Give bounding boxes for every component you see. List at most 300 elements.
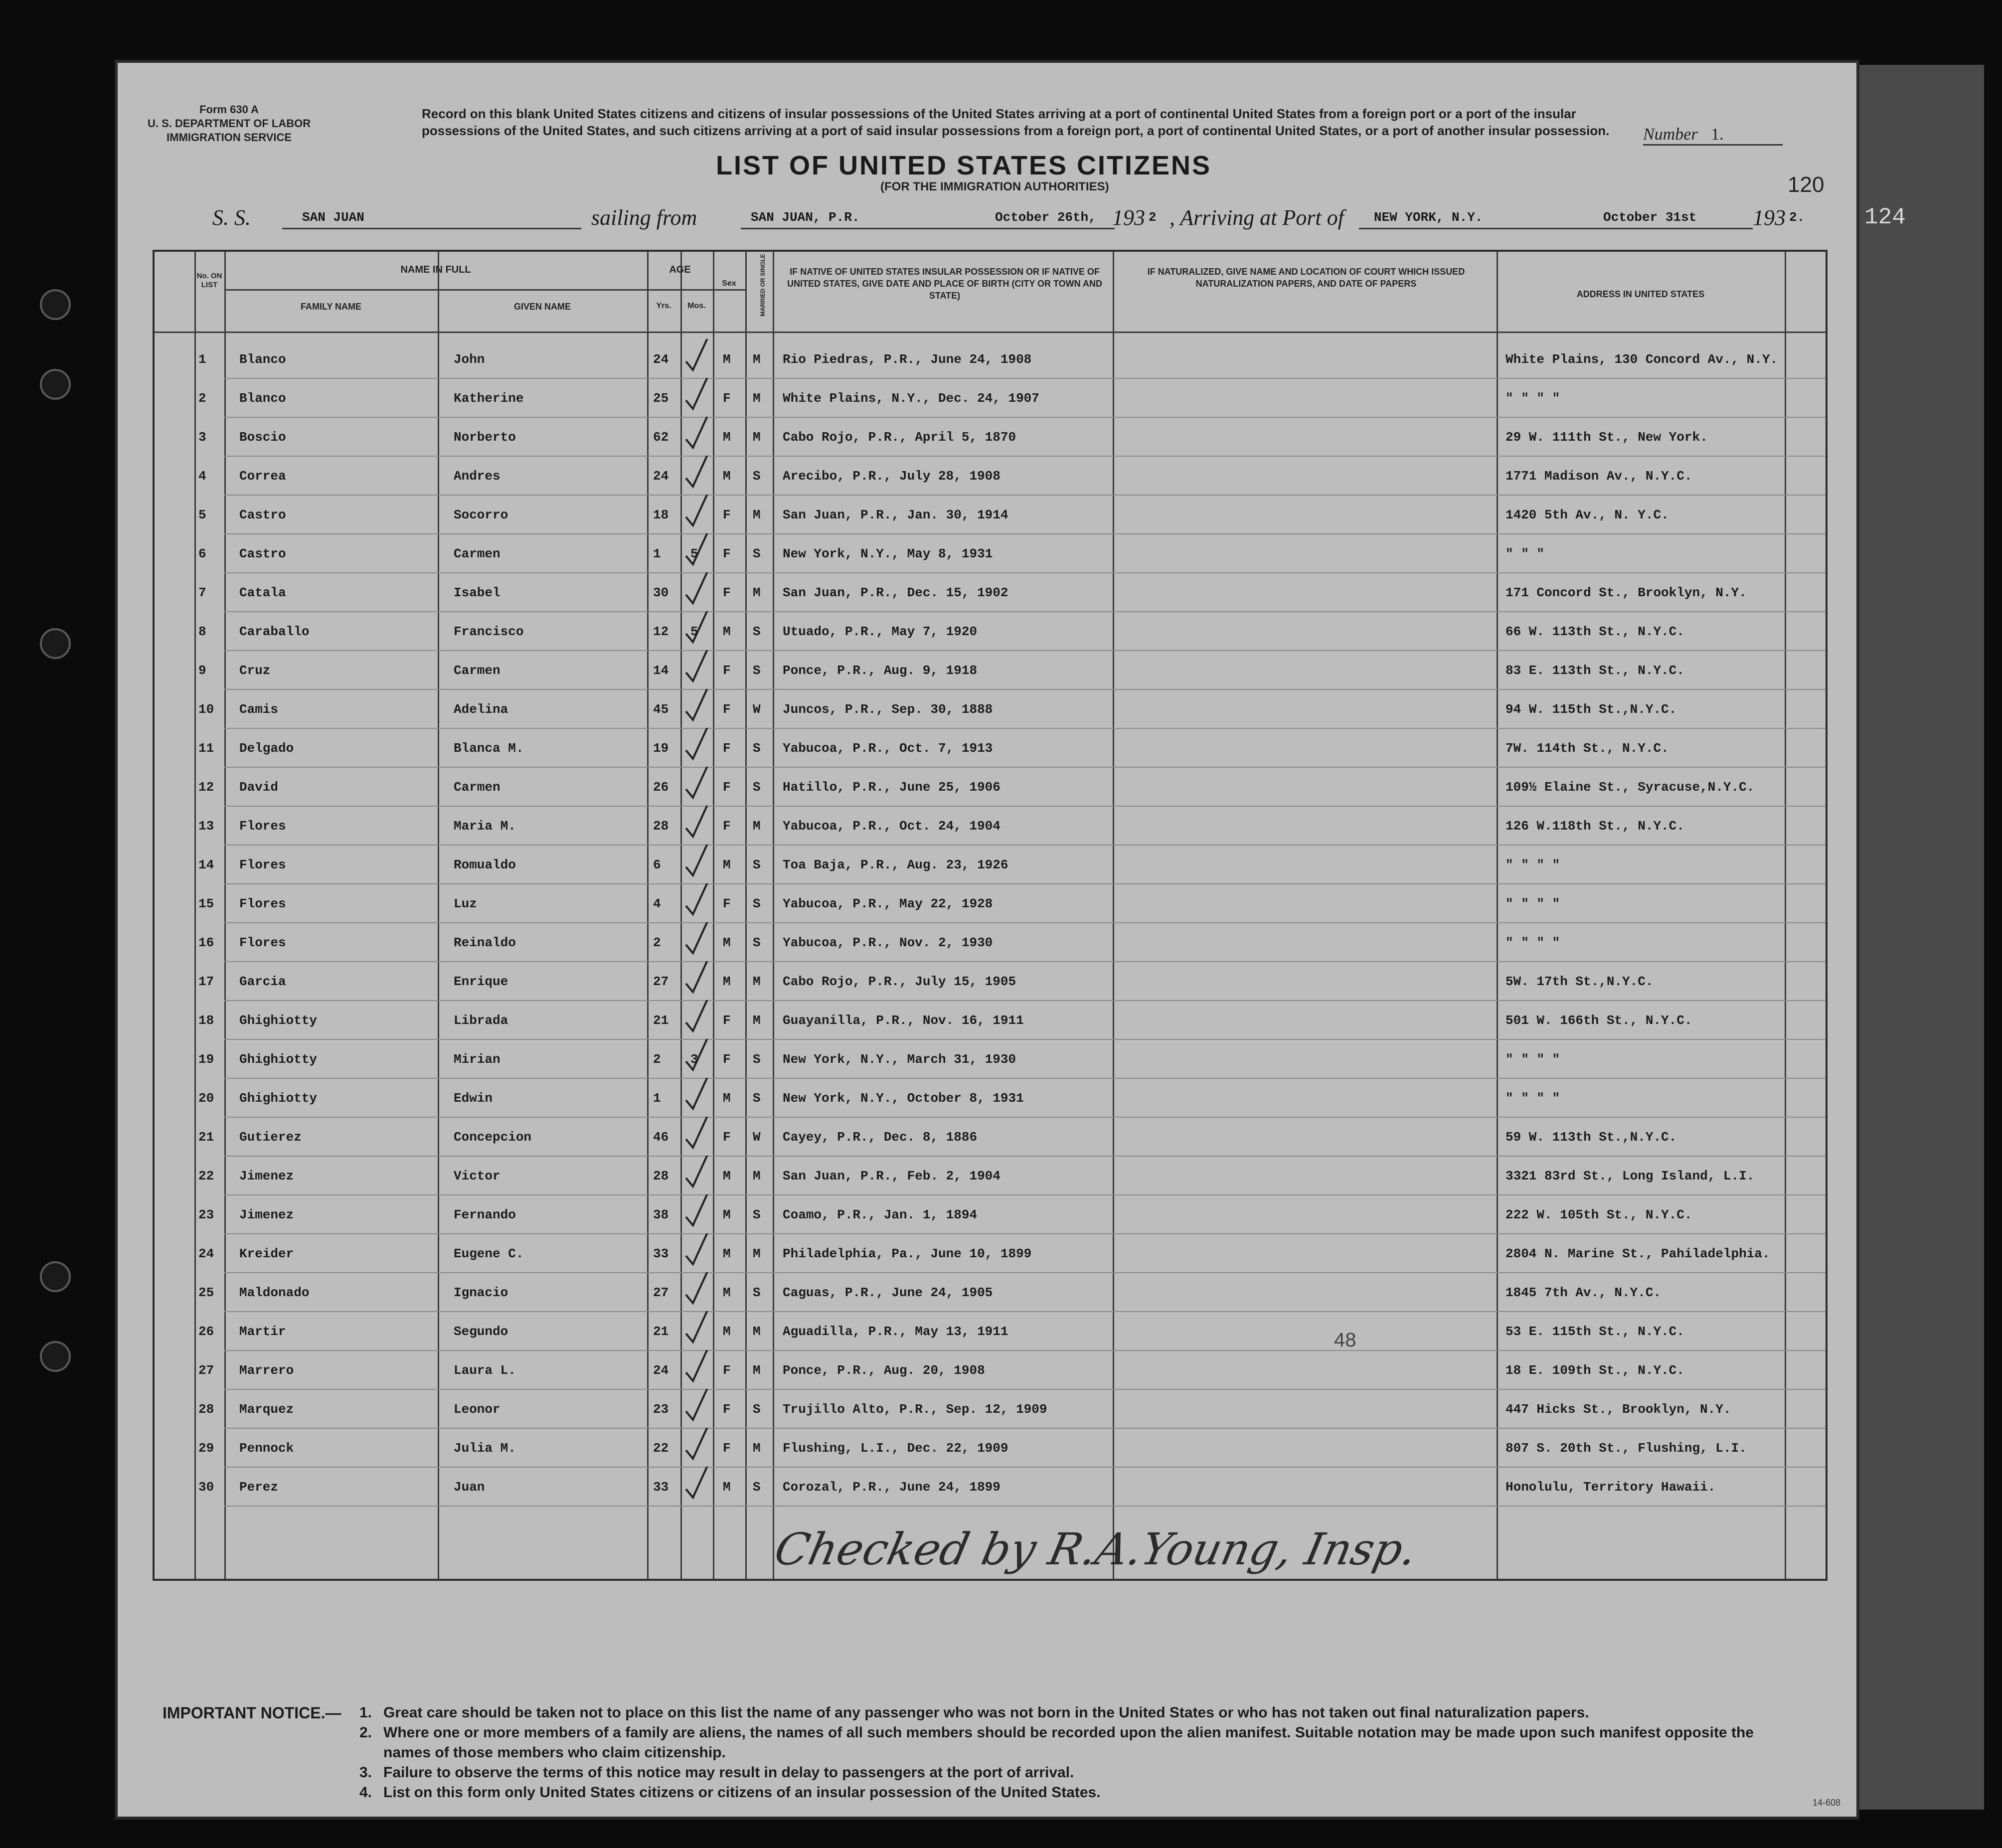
row-number: 3 bbox=[198, 430, 206, 445]
marital-status: M bbox=[753, 391, 761, 406]
sex: M bbox=[723, 1207, 731, 1222]
table-row bbox=[155, 1311, 1826, 1350]
check-mark-icon bbox=[682, 1039, 712, 1078]
marital-status: M bbox=[753, 1246, 761, 1261]
check-mark-icon bbox=[682, 650, 712, 689]
row-number: 29 bbox=[198, 1441, 214, 1456]
sex: M bbox=[723, 1480, 731, 1495]
departure-date: October 26th, bbox=[985, 210, 1115, 229]
family-name: Caraballo bbox=[239, 624, 310, 639]
family-name: Jimenez bbox=[239, 1207, 294, 1222]
given-name: Enrique bbox=[454, 974, 508, 989]
table-row bbox=[155, 961, 1826, 1000]
birth-info: New York, N.Y., October 8, 1931 bbox=[783, 1091, 1024, 1106]
margin-number: 48 bbox=[1334, 1329, 1356, 1351]
family-name: David bbox=[239, 780, 279, 795]
table-row bbox=[155, 1117, 1826, 1156]
age-years: 6 bbox=[653, 857, 661, 872]
row-number: 9 bbox=[198, 663, 206, 678]
given-name: Eugene C. bbox=[454, 1246, 524, 1261]
address: 3321 83rd St., Long Island, L.I. bbox=[1505, 1169, 1755, 1183]
age-years: 26 bbox=[653, 780, 669, 795]
address: 2804 N. Marine St., Pahiladelphia. bbox=[1505, 1246, 1770, 1261]
table-row bbox=[155, 650, 1826, 689]
family-name: Flores bbox=[239, 857, 286, 872]
number-label: Number bbox=[1643, 125, 1698, 144]
given-name: Norberto bbox=[454, 430, 516, 445]
check-mark-icon bbox=[682, 1194, 712, 1233]
birth-info: Cabo Rojo, P.R., July 15, 1905 bbox=[783, 974, 1016, 989]
family-name: Delgado bbox=[239, 741, 294, 756]
arriving-label: , Arriving at Port of bbox=[1169, 205, 1344, 230]
address: 83 E. 113th St., N.Y.C. bbox=[1505, 663, 1684, 678]
address: 66 W. 113th St., N.Y.C. bbox=[1505, 624, 1684, 639]
birth-info: Toa Baja, P.R., Aug. 23, 1926 bbox=[783, 857, 1008, 872]
header-mos: Mos. bbox=[687, 302, 706, 310]
form-id bbox=[148, 103, 311, 145]
row-number: 4 bbox=[198, 469, 206, 484]
age-months: 5 bbox=[690, 546, 698, 561]
passenger-table bbox=[153, 250, 1828, 1581]
age-years: 33 bbox=[653, 1480, 669, 1495]
birth-info: New York, N.Y., May 8, 1931 bbox=[783, 546, 993, 561]
table-row bbox=[155, 689, 1826, 728]
table-row bbox=[155, 1467, 1826, 1506]
sex: M bbox=[723, 857, 731, 872]
arrival-port: NEW YORK, N.Y. bbox=[1359, 210, 1593, 229]
birth-info: Yabucoa, P.R., Oct. 24, 1904 bbox=[783, 819, 1001, 834]
given-name: Librada bbox=[454, 1013, 508, 1028]
given-name: Romualdo bbox=[454, 857, 516, 872]
notice-item: 3. Failure to observe the terms of this notice may result in delay to passengers at the port of arrival. bbox=[359, 1764, 1074, 1781]
check-mark-icon bbox=[682, 689, 712, 728]
adjacent-page-edge bbox=[1859, 65, 1984, 1810]
check-mark-icon bbox=[682, 611, 712, 650]
arrival-year-prefix: 193 bbox=[1753, 205, 1786, 230]
row-number: 23 bbox=[198, 1207, 214, 1222]
given-name: Andres bbox=[454, 469, 500, 484]
binder-hole bbox=[40, 289, 71, 320]
address: 222 W. 105th St., N.Y.C. bbox=[1505, 1207, 1692, 1222]
marital-status: S bbox=[753, 1480, 761, 1495]
check-mark-icon bbox=[682, 961, 712, 1000]
check-mark-icon bbox=[682, 572, 712, 611]
header-married-or-single: MARRIED OR SINGLE bbox=[759, 254, 766, 317]
row-number: 27 bbox=[198, 1363, 214, 1378]
marital-status: W bbox=[753, 1130, 761, 1145]
marital-status: S bbox=[753, 1052, 761, 1067]
given-name: Carmen bbox=[454, 546, 500, 561]
check-mark-icon bbox=[682, 1000, 712, 1039]
age-years: 28 bbox=[653, 819, 669, 834]
row-number: 25 bbox=[198, 1285, 214, 1300]
row-number: 26 bbox=[198, 1324, 214, 1339]
sex: M bbox=[723, 352, 731, 367]
age-years: 12 bbox=[653, 624, 669, 639]
row-number: 15 bbox=[198, 896, 214, 911]
arrival-date: October 31st bbox=[1588, 210, 1753, 229]
table-row bbox=[155, 1233, 1826, 1272]
age-years: 24 bbox=[653, 352, 669, 367]
sex: F bbox=[723, 702, 731, 717]
given-name: Victor bbox=[454, 1169, 500, 1183]
age-years: 23 bbox=[653, 1402, 669, 1417]
header-family-name: FAMILY NAME bbox=[300, 302, 362, 312]
age-years: 38 bbox=[653, 1207, 669, 1222]
family-name: Castro bbox=[239, 546, 286, 561]
notice-item: 4. List on this form only United States citizens or citizens of an insular possession of the United States. bbox=[359, 1784, 1101, 1801]
address: " " " " bbox=[1505, 391, 1560, 406]
age-years: 21 bbox=[653, 1324, 669, 1339]
row-number: 6 bbox=[198, 546, 206, 561]
sex: M bbox=[723, 1169, 731, 1183]
given-name: Adelina bbox=[454, 702, 508, 717]
given-name: Julia M. bbox=[454, 1441, 516, 1456]
given-name: John bbox=[454, 352, 485, 367]
marital-status: S bbox=[753, 663, 761, 678]
sex: M bbox=[723, 624, 731, 639]
marital-status: S bbox=[753, 546, 761, 561]
table-row bbox=[155, 1078, 1826, 1117]
age-years: 30 bbox=[653, 585, 669, 600]
departure-port: SAN JUAN, P.R. bbox=[741, 210, 985, 229]
address: White Plains, 130 Concord Av., N.Y. bbox=[1505, 352, 1778, 367]
address: 109½ Elaine St., Syracuse,N.Y.C. bbox=[1505, 780, 1755, 795]
address: " " " " bbox=[1505, 857, 1560, 872]
side-number: 124 bbox=[1864, 204, 1906, 230]
header-name-in-full: NAME IN FULL bbox=[400, 264, 471, 275]
row-number: 11 bbox=[198, 741, 214, 756]
table-row bbox=[155, 456, 1826, 495]
notice-item: 2. Where one or more members of a family are aliens, the names of all such members should be recorded upon the alien manifest. Suitable notation may be made upon such manifest opposite the names of those members who claim citizenship. bbox=[359, 1724, 1754, 1761]
sex: M bbox=[723, 1324, 731, 1339]
check-mark-icon bbox=[682, 1389, 712, 1428]
age-years: 2 bbox=[653, 935, 661, 950]
given-name: Mirian bbox=[454, 1052, 500, 1067]
marital-status: S bbox=[753, 780, 761, 795]
family-name: Martir bbox=[239, 1324, 286, 1339]
marital-status: M bbox=[753, 1363, 761, 1378]
family-name: Cruz bbox=[239, 663, 271, 678]
number-value: 1. bbox=[1711, 125, 1724, 144]
address: 807 S. 20th St., Flushing, L.I. bbox=[1505, 1441, 1747, 1456]
page-number: 120 bbox=[1788, 172, 1825, 197]
table-row bbox=[155, 883, 1826, 922]
header-address: ADDRESS IN UNITED STATES bbox=[1576, 289, 1705, 299]
marital-status: M bbox=[753, 1013, 761, 1028]
sex: F bbox=[723, 1052, 731, 1067]
birth-info: Cayey, P.R., Dec. 8, 1886 bbox=[783, 1130, 978, 1145]
sex: F bbox=[723, 585, 731, 600]
given-name: Isabel bbox=[454, 585, 500, 600]
age-years: 27 bbox=[653, 974, 669, 989]
age-years: 22 bbox=[653, 1441, 669, 1456]
sex: M bbox=[723, 1285, 731, 1300]
birth-info: Trujillo Alto, P.R., Sep. 12, 1909 bbox=[783, 1402, 1047, 1417]
ship-name: SAN JUAN bbox=[282, 210, 581, 229]
address: " " " " bbox=[1505, 1091, 1560, 1106]
address: " " " " bbox=[1505, 896, 1560, 911]
age-months: 3 bbox=[690, 1052, 698, 1067]
address: 5W. 17th St.,N.Y.C. bbox=[1505, 974, 1654, 989]
age-years: 4 bbox=[653, 896, 661, 911]
row-number: 16 bbox=[198, 935, 214, 950]
birth-info: Coamo, P.R., Jan. 1, 1894 bbox=[783, 1207, 978, 1222]
birth-info: San Juan, P.R., Feb. 2, 1904 bbox=[783, 1169, 1001, 1183]
birth-info: White Plains, N.Y., Dec. 24, 1907 bbox=[783, 391, 1039, 406]
given-name: Leonor bbox=[454, 1402, 500, 1417]
family-name: Camis bbox=[239, 702, 279, 717]
row-number: 28 bbox=[198, 1402, 214, 1417]
binder-hole bbox=[40, 1261, 71, 1292]
age-years: 2 bbox=[653, 1052, 661, 1067]
sex: F bbox=[723, 546, 731, 561]
check-mark-icon bbox=[682, 1350, 712, 1389]
check-mark-icon bbox=[682, 533, 712, 572]
marital-status: S bbox=[753, 624, 761, 639]
sex: F bbox=[723, 1441, 731, 1456]
row-number: 12 bbox=[198, 780, 214, 795]
family-name: Flores bbox=[239, 935, 286, 950]
marital-status: M bbox=[753, 352, 761, 367]
row-number: 24 bbox=[198, 1246, 214, 1261]
family-name: Ghighiotty bbox=[239, 1052, 318, 1067]
check-mark-icon bbox=[682, 1311, 712, 1350]
address: 18 E. 109th St., N.Y.C. bbox=[1505, 1363, 1684, 1378]
table-row bbox=[155, 806, 1826, 844]
check-mark-icon bbox=[682, 1428, 712, 1467]
check-mark-icon bbox=[682, 1233, 712, 1272]
department: U. S. DEPARTMENT OF LABOR bbox=[148, 117, 311, 130]
age-years: 45 bbox=[653, 702, 669, 717]
service: IMMIGRATION SERVICE bbox=[167, 131, 292, 144]
given-name: Blanca M. bbox=[454, 741, 524, 756]
family-name: Marquez bbox=[239, 1402, 294, 1417]
address: 447 Hicks St., Brooklyn, N.Y. bbox=[1505, 1402, 1731, 1417]
birth-info: Ponce, P.R., Aug. 9, 1918 bbox=[783, 663, 978, 678]
page-subtitle: (FOR THE IMMIGRATION AUTHORITIES) bbox=[880, 180, 1109, 193]
table-row bbox=[155, 533, 1826, 572]
address: " " " bbox=[1505, 546, 1545, 561]
family-name: Jimenez bbox=[239, 1169, 294, 1183]
header-yrs: Yrs. bbox=[656, 302, 671, 310]
age-years: 18 bbox=[653, 507, 669, 522]
age-years: 24 bbox=[653, 469, 669, 484]
table-row bbox=[155, 1194, 1826, 1233]
sex: F bbox=[723, 1130, 731, 1145]
check-mark-icon bbox=[682, 417, 712, 456]
row-number: 30 bbox=[198, 1480, 214, 1495]
header-no-on-list: No. ON LIST bbox=[196, 272, 222, 289]
age-years: 21 bbox=[653, 1013, 669, 1028]
family-name: Ghighiotty bbox=[239, 1091, 318, 1106]
check-mark-icon bbox=[682, 883, 712, 922]
row-number: 2 bbox=[198, 391, 206, 406]
arrival-year: 2. bbox=[1789, 210, 1805, 225]
sex: F bbox=[723, 1013, 731, 1028]
row-number: 10 bbox=[198, 702, 214, 717]
family-name: Catala bbox=[239, 585, 286, 600]
sex: F bbox=[723, 1363, 731, 1378]
birth-info: Ponce, P.R., Aug. 20, 1908 bbox=[783, 1363, 985, 1378]
row-number: 13 bbox=[198, 819, 214, 834]
table-row bbox=[155, 495, 1826, 533]
row-number: 20 bbox=[198, 1091, 214, 1106]
table-row bbox=[155, 1039, 1826, 1078]
table-row bbox=[155, 1156, 1826, 1194]
family-name: Castro bbox=[239, 507, 286, 522]
family-name: Blanco bbox=[239, 391, 286, 406]
header-naturalized: IF NATURALIZED, GIVE NAME AND LOCATION OF COURT WHICH ISSUED NATURALIZATION PAPERS, AND DATE OF PAPERS bbox=[1147, 267, 1465, 289]
birth-info: San Juan, P.R., Dec. 15, 1902 bbox=[783, 585, 1008, 600]
header-age: AGE bbox=[669, 264, 691, 275]
sex: F bbox=[723, 663, 731, 678]
marital-status: M bbox=[753, 1169, 761, 1183]
marital-status: S bbox=[753, 1091, 761, 1106]
check-mark-icon bbox=[682, 495, 712, 533]
given-name: Luz bbox=[454, 896, 477, 911]
birth-info: Utuado, P.R., May 7, 1920 bbox=[783, 624, 978, 639]
marital-status: W bbox=[753, 702, 761, 717]
check-mark-icon bbox=[682, 767, 712, 806]
birth-info: Rio Piedras, P.R., June 24, 1908 bbox=[783, 352, 1032, 367]
departure-year-prefix: 193 bbox=[1112, 205, 1145, 230]
address: Honolulu, Territory Hawaii. bbox=[1505, 1480, 1716, 1495]
marital-status: M bbox=[753, 1441, 761, 1456]
row-number: 17 bbox=[198, 974, 214, 989]
row-number: 7 bbox=[198, 585, 206, 600]
table-row bbox=[155, 572, 1826, 611]
given-name: Carmen bbox=[454, 663, 500, 678]
row-number: 22 bbox=[198, 1169, 214, 1183]
inspector-signature: Checked by R.A.Young, Insp. bbox=[770, 1523, 1422, 1575]
table-row bbox=[155, 1000, 1826, 1039]
binder-hole bbox=[40, 1341, 71, 1372]
address: 126 W.118th St., N.Y.C. bbox=[1505, 819, 1684, 834]
age-years: 33 bbox=[653, 1246, 669, 1261]
birth-info: Yabucoa, P.R., Oct. 7, 1913 bbox=[783, 741, 993, 756]
family-name: Blanco bbox=[239, 352, 286, 367]
intro-text: Record on this blank United States citizens and citizens of insular possessions of the United States arriving at a port of continental United States from a foreign port or a port of the insular possessions of the United States, and such citizens arriving at a port of said insular possessions from a foreign port, a port of continental United States, or a port of another insular possession. bbox=[422, 106, 1610, 138]
address: 501 W. 166th St., N.Y.C. bbox=[1505, 1013, 1692, 1028]
address: 7W. 114th St., N.Y.C. bbox=[1505, 741, 1669, 756]
family-name: Gutierez bbox=[239, 1130, 302, 1145]
check-mark-icon bbox=[682, 339, 712, 378]
family-name: Perez bbox=[239, 1480, 279, 1495]
sex: F bbox=[723, 819, 731, 834]
birth-info: Caguas, P.R., June 24, 1905 bbox=[783, 1285, 993, 1300]
address: 171 Concord St., Brooklyn, N.Y. bbox=[1505, 585, 1747, 600]
sex: M bbox=[723, 1091, 731, 1106]
given-name: Edwin bbox=[454, 1091, 493, 1106]
family-name: Maldonado bbox=[239, 1285, 310, 1300]
notice-lead: IMPORTANT NOTICE.— bbox=[163, 1704, 341, 1722]
marital-status: M bbox=[753, 430, 761, 445]
birth-info: Corozal, P.R., June 24, 1899 bbox=[783, 1480, 1001, 1495]
row-number: 19 bbox=[198, 1052, 214, 1067]
check-mark-icon bbox=[682, 1156, 712, 1194]
sex: M bbox=[723, 469, 731, 484]
marital-status: M bbox=[753, 819, 761, 834]
given-name: Katherine bbox=[454, 391, 524, 406]
ss-label: S. S. bbox=[212, 205, 251, 230]
sex: M bbox=[723, 1246, 731, 1261]
notice-item: 1. Great care should be taken not to place on this list the name of any passenger who was not born in the United States or who has not taken out final naturalization papers. bbox=[359, 1704, 1589, 1721]
given-name: Laura L. bbox=[454, 1363, 516, 1378]
sex: M bbox=[723, 935, 731, 950]
age-years: 46 bbox=[653, 1130, 669, 1145]
check-mark-icon bbox=[682, 844, 712, 883]
table-row bbox=[155, 1389, 1826, 1428]
age-years: 25 bbox=[653, 391, 669, 406]
age-months: 5 bbox=[690, 624, 698, 639]
marital-status: S bbox=[753, 1207, 761, 1222]
birth-info: Aguadilla, P.R., May 13, 1911 bbox=[783, 1324, 1008, 1339]
family-name: Marrero bbox=[239, 1363, 294, 1378]
sailing-label: sailing from bbox=[591, 205, 697, 230]
family-name: Garcia bbox=[239, 974, 286, 989]
number-field bbox=[1643, 125, 1783, 146]
family-name: Correa bbox=[239, 469, 286, 484]
given-name: Carmen bbox=[454, 780, 500, 795]
family-name: Flores bbox=[239, 819, 286, 834]
marital-status: S bbox=[753, 896, 761, 911]
address: " " " " bbox=[1505, 1052, 1560, 1067]
address: 53 E. 115th St., N.Y.C. bbox=[1505, 1324, 1684, 1339]
table-row bbox=[155, 844, 1826, 883]
header-birth: IF NATIVE OF UNITED STATES INSULAR POSSESSION OR IF NATIVE OF UNITED STATES, GIVE DATE AND PLACE OF BIRTH (CITY OR TOWN AND STATE) bbox=[787, 267, 1102, 301]
row-number: 18 bbox=[198, 1013, 214, 1028]
address: 29 W. 111th St., New York. bbox=[1505, 430, 1708, 445]
sex: F bbox=[723, 896, 731, 911]
sex: M bbox=[723, 430, 731, 445]
birth-info: New York, N.Y., March 31, 1930 bbox=[783, 1052, 1016, 1067]
birth-info: Juncos, P.R., Sep. 30, 1888 bbox=[783, 702, 993, 717]
birth-info: Yabucoa, P.R., May 22, 1928 bbox=[783, 896, 993, 911]
given-name: Maria M. bbox=[454, 819, 516, 834]
given-name: Francisco bbox=[454, 624, 524, 639]
family-name: Flores bbox=[239, 896, 286, 911]
marital-status: S bbox=[753, 1285, 761, 1300]
sex: F bbox=[723, 1402, 731, 1417]
age-years: 27 bbox=[653, 1285, 669, 1300]
binder-hole bbox=[40, 628, 71, 659]
check-mark-icon bbox=[682, 1272, 712, 1311]
marital-status: S bbox=[753, 857, 761, 872]
age-years: 1 bbox=[653, 546, 661, 561]
marital-status: S bbox=[753, 935, 761, 950]
address: 1845 7th Av., N.Y.C. bbox=[1505, 1285, 1662, 1300]
address: 59 W. 113th St.,N.Y.C. bbox=[1505, 1130, 1677, 1145]
table-row bbox=[155, 1272, 1826, 1311]
address: 1771 Madison Av., N.Y.C. bbox=[1505, 469, 1692, 484]
footer-code: 14-608 bbox=[1813, 1798, 1841, 1808]
given-name: Socorro bbox=[454, 507, 508, 522]
family-name: Pennock bbox=[239, 1441, 294, 1456]
table-row bbox=[155, 1350, 1826, 1389]
given-name: Ignacio bbox=[454, 1285, 508, 1300]
birth-info: Arecibo, P.R., July 28, 1908 bbox=[783, 469, 1001, 484]
marital-status: M bbox=[753, 1324, 761, 1339]
check-mark-icon bbox=[682, 1117, 712, 1156]
age-years: 28 bbox=[653, 1169, 669, 1183]
family-name: Ghighiotty bbox=[239, 1013, 318, 1028]
row-number: 8 bbox=[198, 624, 206, 639]
check-mark-icon bbox=[682, 378, 712, 417]
check-mark-icon bbox=[682, 806, 712, 844]
birth-info: Guayanilla, P.R., Nov. 16, 1911 bbox=[783, 1013, 1024, 1028]
age-years: 62 bbox=[653, 430, 669, 445]
